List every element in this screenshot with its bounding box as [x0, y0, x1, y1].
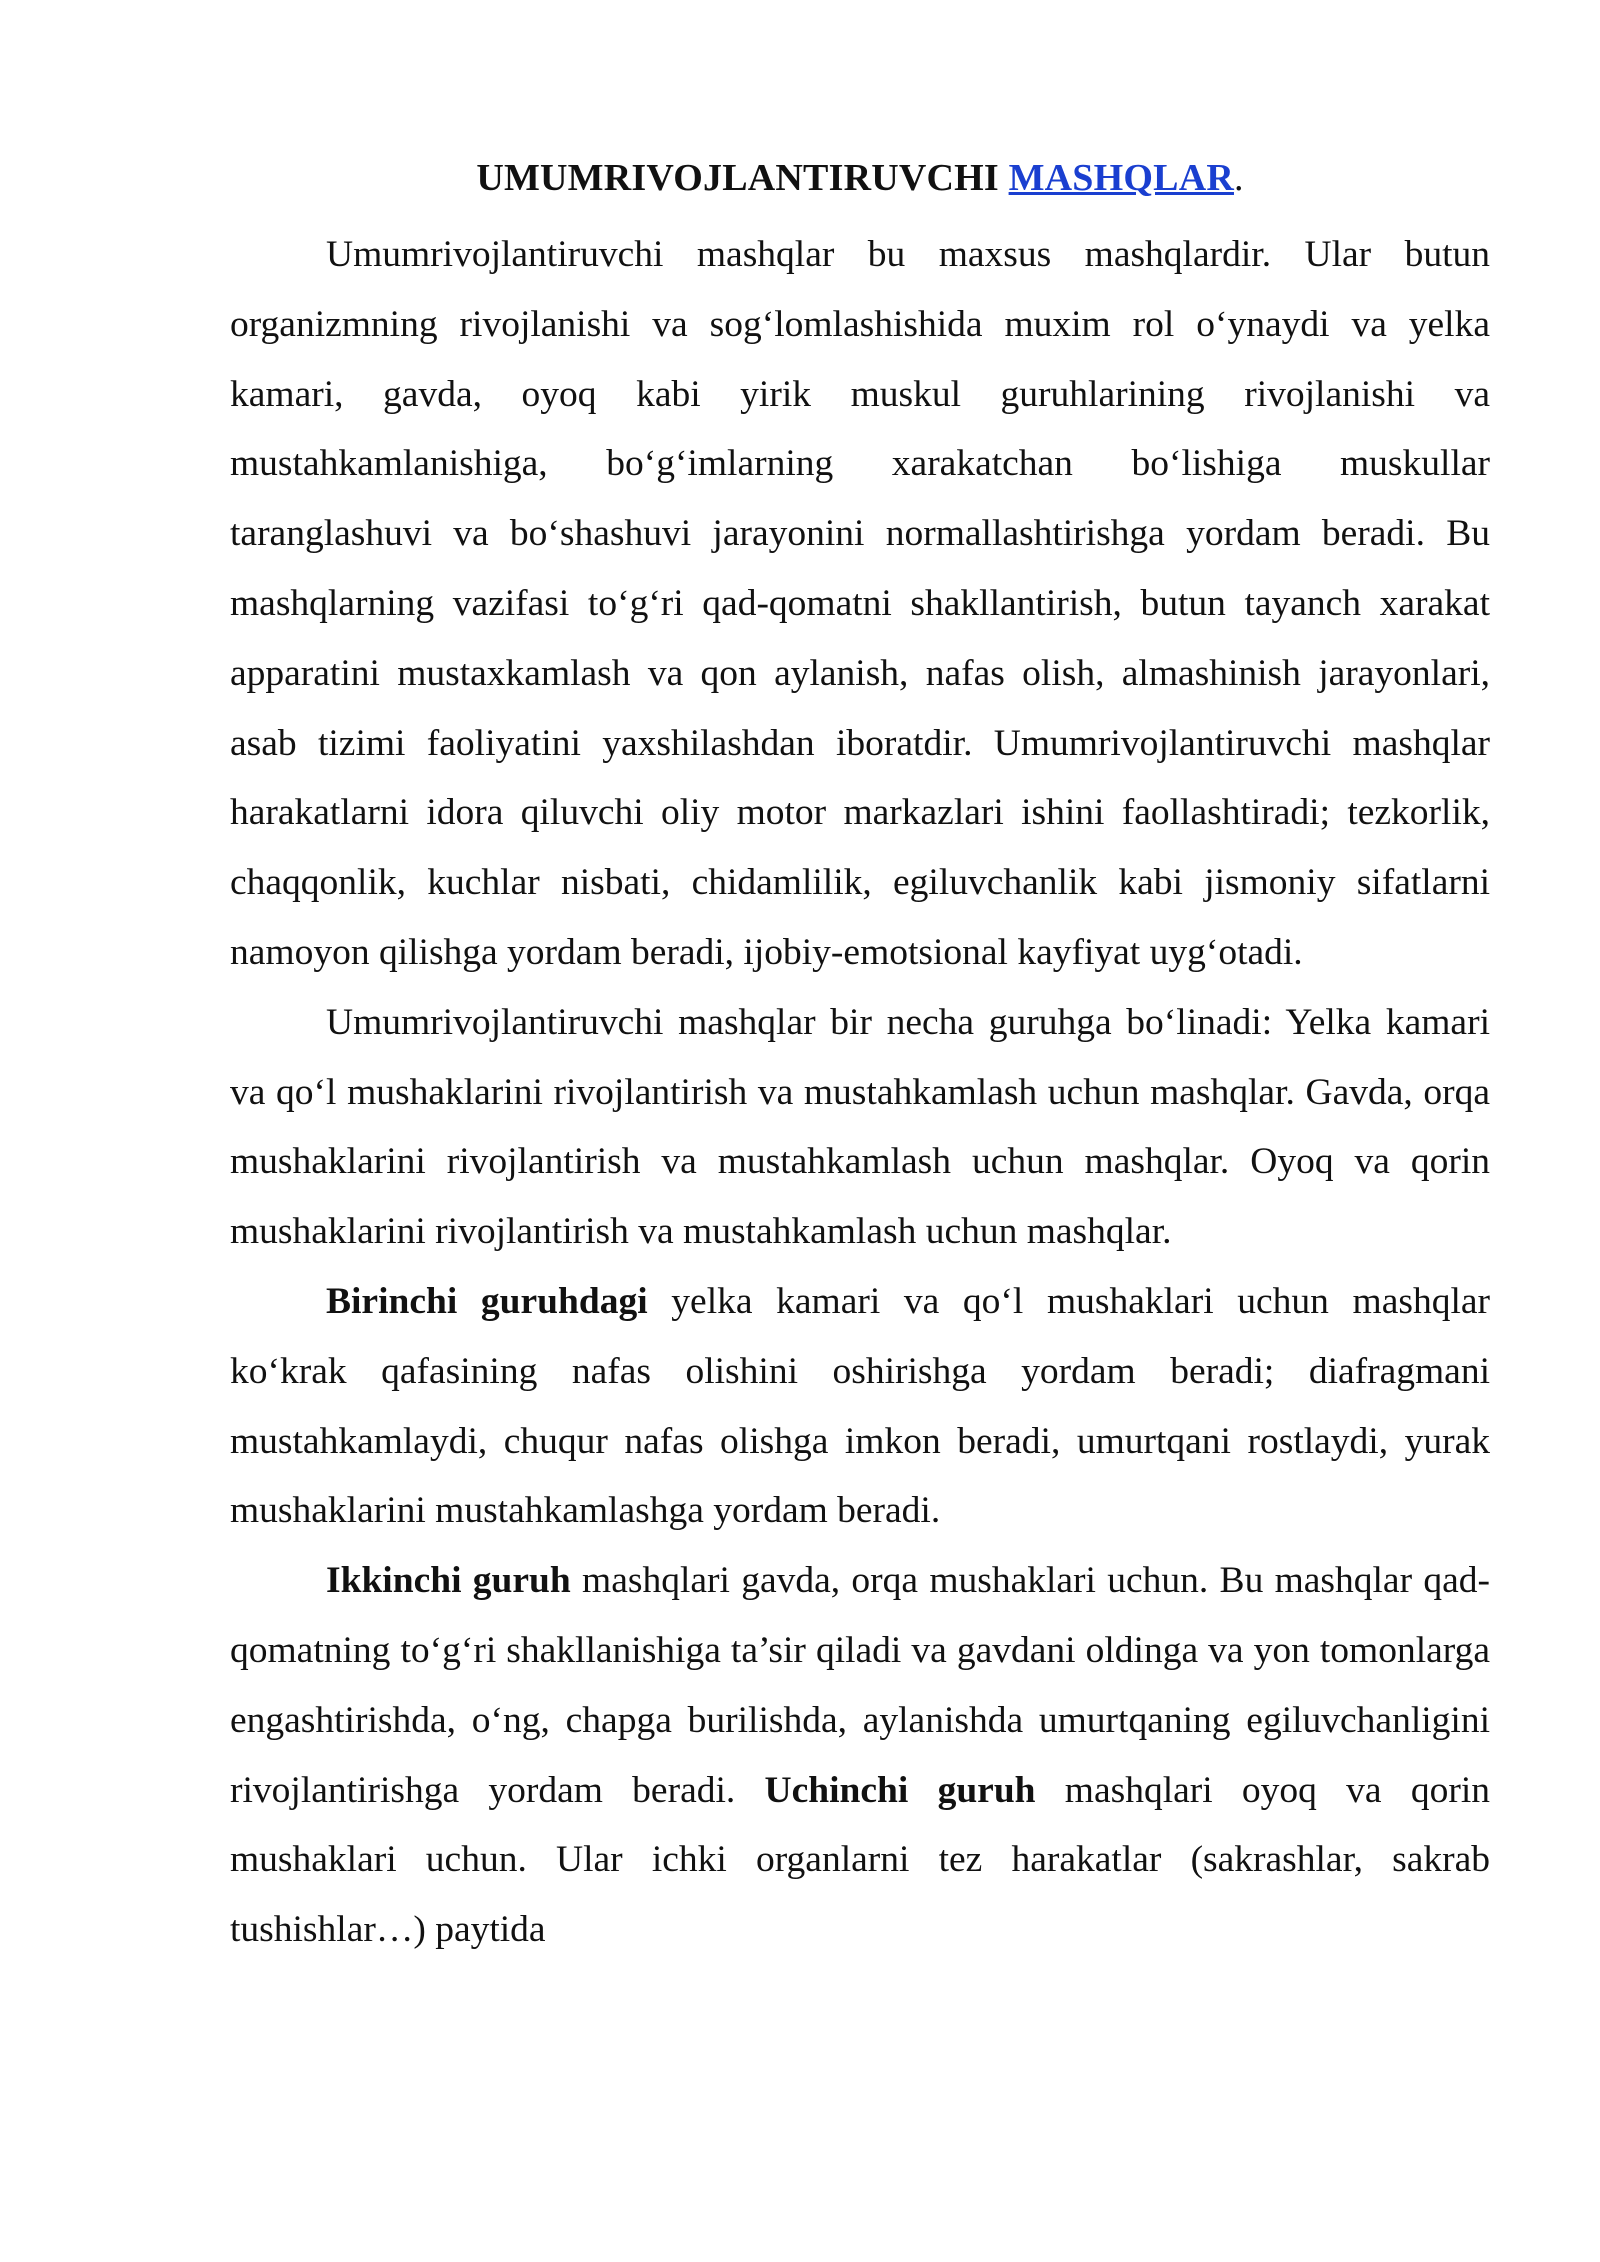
paragraph-second-group — [230, 1546, 1490, 1965]
second-group-heading: Ikkinchi guruh — [326, 1560, 571, 1602]
title-period: . — [1233, 157, 1244, 199]
paragraph-groups — [230, 988, 1490, 1267]
document-page — [230, 150, 1490, 1965]
third-group-heading: Uchinchi guruh — [764, 1769, 1036, 1811]
paragraph-intro-text: Umumrivojlantiruvchi mashqlar bu maxsus mashqlardir. Ular butun organizmning rivojlanishi va sog‘lomlashishida muxim rol o‘ynaydi va yelka kamari, gavda, oyoq kabi yirik muskul guruhlarining rivojlanishi va mustahkamlanishiga, bo‘g‘imlarning xarakatchan bo‘lishiga muskullar taranglashuvi va bo‘shashuvi jarayonini normallashtirishga yordam beradi. Bu mashqlarning vazifasi to‘g‘ri qad-qomatni shakllantirish, butun tayanch xarakat apparatini mustaxkamlash va qon aylanish, nafas olish, almashinish jarayonlari, asab tizimi faoliyatini yaxshilashdan iboratdir. Umumrivojlantiruvchi mashqlar harakatlarni idora qiluvchi oliy motor markazlari ishini faollashtiradi; tezkorlik, chaqqonlik, kuchlar nisbati, chidamlilik, egiluvchanlik kabi jismoniy sifatlarni namoyon qilishga yordam beradi, ijobiy-emotsional kayfiyat uyg‘otadi. — [230, 234, 1490, 973]
first-group-heading: Birinchi guruhdagi — [326, 1280, 648, 1322]
third-group-text: mashqlari oyoq va qorin mushaklari uchun. Ular ichki organlarni tez harakatlar (sakrashlar, sakrab tushishlar…) paytida — [230, 1769, 1490, 1951]
first-group-text: yelka kamari va qo‘l mushaklari uchun mashqlar ko‘krak qafasining nafas olishini oshirishga yordam beradi; diafragmani mustahkamlaydi, chuqur nafas olishga imkon beradi, umurtqani rostlaydi, yurak mushaklarini mustahkamlashga yordam beradi. — [230, 1280, 1490, 1532]
paragraph-first-group — [230, 1267, 1490, 1546]
paragraph-intro — [230, 220, 1490, 988]
second-group-text: mashqlari gavda, orqa mushaklari uchun. Bu mashqlar qad-qomatning to‘g‘ri shakllanishiga ta’sir qiladi va gavdani oldinga va yon tomonlarga engashtirishda, o‘ng, chapga burilishda, aylanishda umurtqaning egiluvchanligini rivojlantirishga yordam beradi. — [230, 1560, 1490, 1811]
title-link[interactable]: MASHQLAR — [1008, 157, 1234, 199]
title-text: UMUMRIVOJLANTIRUVCHI — [476, 157, 1009, 199]
paragraph-groups-text: Umumrivojlantiruvchi mashqlar bir necha guruhga bo‘linadi: Yelka kamari va qo‘l mushaklarini rivojlantirish va mustahkamlash uchun mashqlar. Gavda, orqa mushaklarini rivojlantirish va mustahkamlash uchun mashqlar. Oyoq va qorin mushaklarini rivojlantirish va mustahkamlash uchun mashqlar. — [230, 1001, 1490, 1253]
document-title — [230, 150, 1490, 206]
